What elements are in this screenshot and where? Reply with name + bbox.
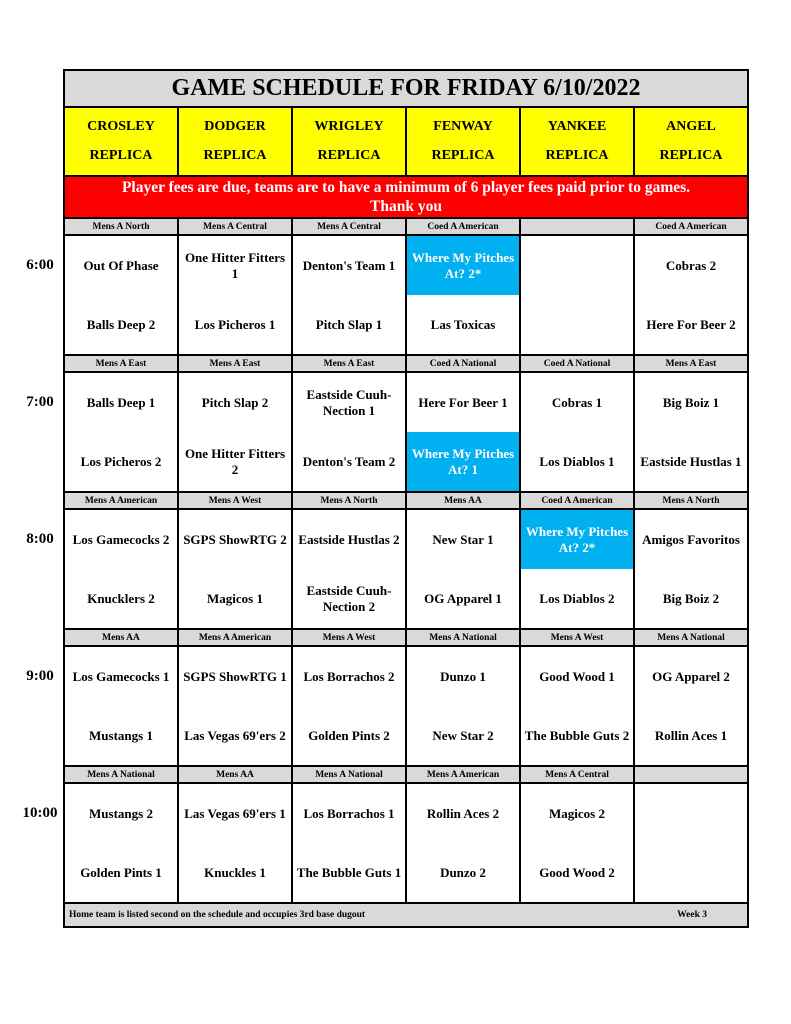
time-slot-label: 7:00 (26, 394, 54, 410)
away-team: OG Apparel 2 (652, 668, 730, 684)
field-name: YANKEE (547, 118, 607, 134)
game-matchup (293, 373, 407, 491)
footer-note: Home team is listed second on the schedule and occupies 3rd base dugout (69, 910, 366, 920)
division-label: Mens A American (407, 767, 521, 782)
division-row (65, 219, 747, 236)
game-matchup (521, 510, 635, 628)
time-slot-label: 9:00 (26, 668, 54, 684)
game-matchup (521, 647, 635, 765)
home-team: Los Diablos 1 (539, 453, 615, 469)
game-matchup (293, 510, 407, 628)
game-row (65, 647, 747, 767)
game-matchup (521, 373, 635, 491)
division-label: Mens A Central (179, 219, 293, 234)
division-label: Mens A American (179, 630, 293, 645)
field-header-dodger (179, 108, 293, 175)
game-matchup (521, 236, 635, 354)
home-team: Las Vegas 69'ers 2 (184, 727, 286, 743)
game-matchup (635, 373, 747, 491)
field-name: FENWAY (433, 118, 493, 134)
home-team: Golden Pints 1 (80, 864, 162, 880)
home-team: Good Wood 2 (539, 864, 615, 880)
away-team (521, 236, 633, 295)
home-team: OG Apparel 1 (424, 590, 502, 606)
game-matchup (179, 373, 293, 491)
home-team: Eastside Cuuh-Nection 2 (306, 582, 392, 614)
division-row (65, 630, 747, 647)
game-matchup (407, 510, 521, 628)
away-team: Rollin Aces 2 (426, 805, 500, 821)
division-label: Mens A West (293, 630, 407, 645)
division-label (521, 219, 635, 234)
division-label: Mens A West (521, 630, 635, 645)
away-team: Amigos Favoritos (642, 531, 740, 547)
game-matchup (521, 784, 635, 902)
home-team: The Bubble Guts 1 (296, 864, 402, 880)
game-matchup (293, 784, 407, 902)
schedule-sheet (63, 69, 749, 928)
division-label: Mens AA (407, 493, 521, 508)
fees-notice (65, 177, 747, 219)
home-team: The Bubble Guts 2 (524, 727, 630, 743)
game-matchup (635, 647, 747, 765)
field-header-crosley (65, 108, 179, 175)
division-label: Mens A National (407, 630, 521, 645)
game-matchup (293, 236, 407, 354)
home-team: Mustangs 1 (89, 727, 153, 743)
away-team: Here For Beer 1 (418, 394, 508, 410)
home-team: One Hitter Fitters 2 (184, 445, 286, 477)
division-label: Mens A East (665, 358, 717, 369)
away-team: Where My Pitches At? 2* (407, 236, 519, 295)
field-header-row (65, 108, 747, 177)
game-matchup (407, 373, 521, 491)
game-matchup (65, 510, 179, 628)
game-row (65, 373, 747, 493)
game-matchup (65, 373, 179, 491)
field-sub: REPLICA (317, 148, 381, 164)
game-matchup (293, 647, 407, 765)
division-label: Coed A American (521, 493, 635, 508)
home-team: Las Toxicas (430, 316, 496, 332)
away-team: Los Borrachos 1 (303, 805, 395, 821)
division-label: Mens A North (65, 219, 179, 234)
game-matchup (179, 784, 293, 902)
notice-line-2: Thank you (370, 198, 442, 215)
game-matchup (407, 236, 521, 354)
game-row (65, 510, 747, 630)
away-team: Dunzo 1 (440, 668, 486, 684)
away-team: Big Boiz 1 (662, 394, 720, 410)
field-sub: REPLICA (659, 148, 723, 164)
time-slot-label: 8:00 (26, 531, 54, 547)
home-team: Dunzo 2 (440, 864, 486, 880)
week-label: Week 3 (677, 910, 707, 920)
field-header-fenway (407, 108, 521, 175)
away-team: Magicos 2 (549, 805, 605, 821)
field-name: DODGER (204, 118, 266, 134)
field-header-yankee (521, 108, 635, 175)
game-matchup (635, 784, 747, 902)
division-label: Mens A National (65, 767, 179, 782)
division-label: Mens A North (293, 493, 407, 508)
division-label: Mens A Central (293, 219, 407, 234)
game-matchup (635, 236, 747, 354)
away-team: SGPS ShowRTG 1 (183, 668, 287, 684)
division-label: Mens A West (179, 493, 293, 508)
division-label: Mens A East (293, 356, 407, 371)
division-label: Mens A North (662, 495, 720, 506)
time-slots (65, 219, 747, 904)
home-team: Pitch Slap 1 (315, 316, 383, 332)
game-matchup (65, 784, 179, 902)
home-team: Eastside Hustlas 1 (640, 453, 742, 469)
away-team: Los Borrachos 2 (303, 668, 395, 684)
division-row (65, 767, 747, 784)
game-matchup (407, 784, 521, 902)
home-team: Rollin Aces 1 (654, 727, 728, 743)
game-matchup (635, 510, 747, 628)
field-name: ANGEL (666, 118, 716, 134)
away-team: Where My Pitches At? 2* (521, 510, 633, 569)
away-team: Los Gamecocks 2 (72, 531, 170, 547)
field-header-wrigley (293, 108, 407, 175)
game-matchup (65, 236, 179, 354)
home-team: Knuckles 1 (204, 864, 266, 880)
away-team: Denton's Team 1 (302, 257, 396, 273)
home-team: New Star 2 (432, 727, 494, 743)
away-team: Mustangs 2 (89, 805, 153, 821)
home-team: Golden Pints 2 (308, 727, 390, 743)
game-matchup (65, 647, 179, 765)
away-team: Pitch Slap 2 (201, 394, 269, 410)
division-label: Mens A Central (521, 767, 635, 782)
away-team: Cobras 2 (665, 257, 717, 273)
schedule-footer (65, 904, 747, 926)
away-team: SGPS ShowRTG 2 (183, 531, 287, 547)
field-header-angel (635, 108, 747, 175)
field-sub: REPLICA (203, 148, 267, 164)
field-sub: REPLICA (545, 148, 609, 164)
division-label: Mens A National (657, 632, 725, 643)
home-team: Here For Beer 2 (646, 316, 736, 332)
division-label: Mens A East (65, 356, 179, 371)
away-team: Good Wood 1 (539, 668, 615, 684)
game-matchup (179, 647, 293, 765)
home-team: Magicos 1 (207, 590, 263, 606)
schedule-title: GAME SCHEDULE FOR FRIDAY 6/10/2022 (65, 71, 747, 108)
field-name: CROSLEY (87, 118, 155, 134)
away-team: Las Vegas 69'ers 1 (184, 805, 286, 821)
away-team: Out Of Phase (83, 257, 159, 273)
field-sub: REPLICA (89, 148, 153, 164)
away-team (635, 784, 747, 843)
division-row (65, 356, 747, 373)
home-team: Big Boiz 2 (662, 590, 720, 606)
field-name: WRIGLEY (314, 118, 384, 134)
home-team: Los Diablos 2 (539, 590, 615, 606)
division-label: Coed A National (407, 356, 521, 371)
away-team: Eastside Cuuh-Nection 1 (306, 386, 392, 418)
home-team: Los Picheros 2 (80, 453, 162, 469)
division-label: Coed A American (655, 221, 727, 232)
field-sub: REPLICA (431, 148, 495, 164)
game-matchup (179, 510, 293, 628)
away-team: Cobras 1 (551, 394, 603, 410)
division-label: Mens AA (179, 767, 293, 782)
division-label (635, 767, 747, 782)
game-row (65, 236, 747, 356)
division-label: Coed A National (521, 356, 635, 371)
away-team: Balls Deep 1 (86, 394, 156, 410)
home-team: Los Picheros 1 (194, 316, 276, 332)
away-team: New Star 1 (432, 531, 494, 547)
home-team: Knucklers 2 (87, 590, 155, 606)
home-team: Denton's Team 2 (302, 453, 396, 469)
division-row (65, 493, 747, 510)
away-team: Eastside Hustlas 2 (298, 531, 400, 547)
home-team: Where My Pitches At? 1 (407, 432, 519, 491)
game-matchup (179, 236, 293, 354)
division-label: Mens AA (65, 630, 179, 645)
away-team: One Hitter Fitters 1 (184, 249, 286, 281)
game-matchup (407, 647, 521, 765)
division-label: Mens A National (293, 767, 407, 782)
division-label: Coed A American (407, 219, 521, 234)
home-team (635, 843, 747, 902)
division-label: Mens A American (65, 493, 179, 508)
home-team (521, 295, 633, 354)
time-slot-label: 10:00 (22, 805, 58, 821)
away-team: Los Gamecocks 1 (72, 668, 170, 684)
notice-line-1: Player fees are due, teams are to have a minimum of 6 player fees paid prior to games. (121, 179, 691, 196)
home-team: Balls Deep 2 (86, 316, 156, 332)
game-row (65, 784, 747, 904)
division-label: Mens A East (179, 356, 293, 371)
time-slot-label: 6:00 (26, 257, 54, 273)
